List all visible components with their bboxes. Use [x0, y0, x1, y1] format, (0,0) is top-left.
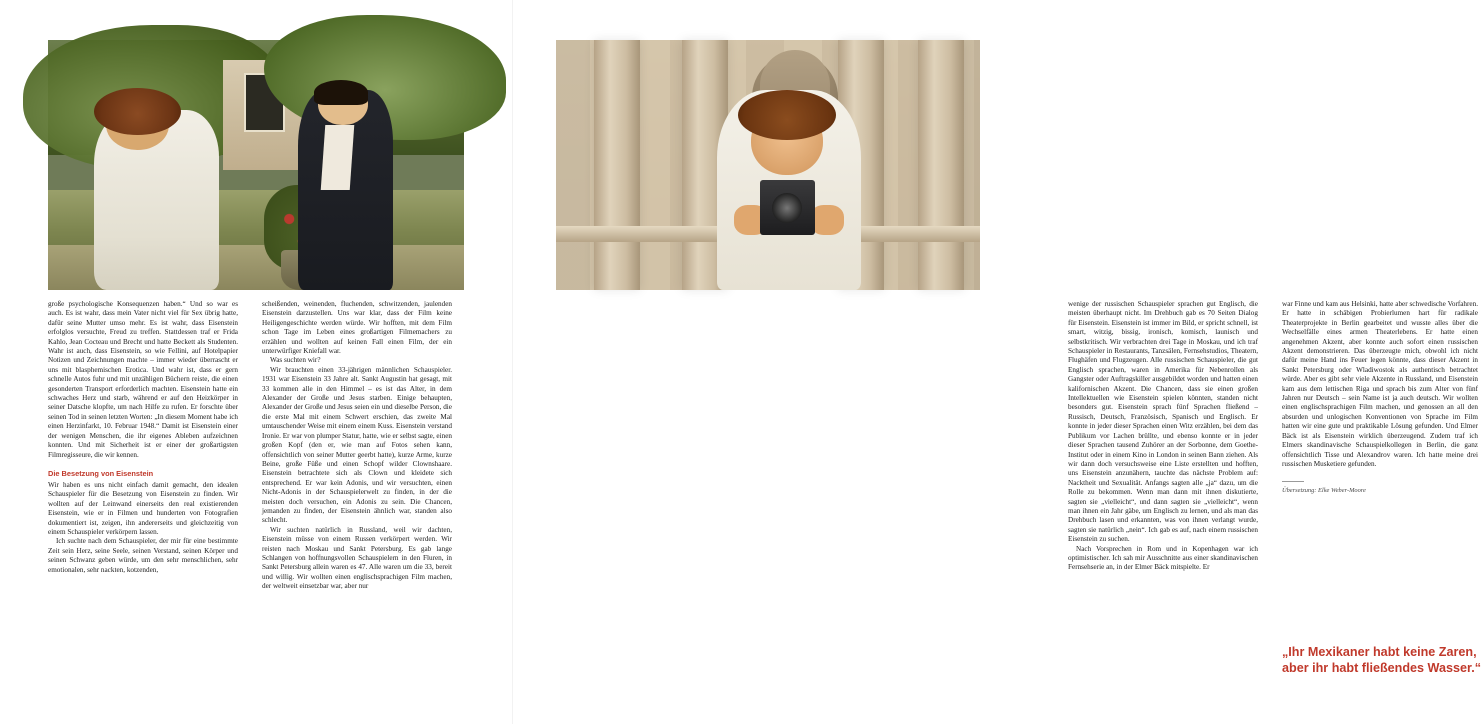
body-paragraph: Was suchten wir?: [270, 356, 321, 365]
left-photo: [48, 40, 464, 290]
credit-divider: [1282, 481, 1304, 482]
facade-column: [594, 40, 640, 290]
body-paragraph: Wir brauchten einen 33-jährigen männlichen Schauspieler. 1931 war Eisenstein 33 Jahre alt. Sankt Augustin hat gesagt, mit 33 kommen alle in den Himmel – es ist das Alter, in dem Alexander der Große und Jesus starben. Einige behaupten, Alexander der Große und Jesus seien ein und dieselbe Person, die die erste Mal mit einem Schwert erschien, das zweite Mal umtauschender Weise mit einem einem Kuss. Eisenstein verstand Ironie. Er war von plumper Statur, hatte, wie er selbst sagte, einen großen Kopf (den er, wie man auf Fotos sehen kann, offensichtlich von seiner Mutter geerbt hatte), kurze Arme, kurze Beine, große Füße und einen Schopf wilder Clownshaare. Eisenstein betrachtete sich als Clown und kleidete sich entsprechend. Er war kein Adonis, und wir versuchten, einen Nicht-Adonis in der Schauspielerwelt zu finden, in der die meisten doch versuchen, ein Adonis zu sein. Die Chancen, jemanden zu finden, der Eisenstein ähnlich war, standen also schlecht.: [262, 365, 452, 525]
left-page: [0, 0, 512, 724]
body-paragraph: scheißenden, weinenden, fluchenden, schwitzenden, jaulenden Eisenstein darzustellen. Uns war klar, dass der Film keine Heiligengeschichte werden würde. Wir hofften, mit dem Film schon Tage im Leben eines großartigen Filmemachers zu erzählen und wollten auf keinen Fall einen Film, der ein unterwürfiger Kniefall war.: [262, 300, 452, 356]
body-paragraph: Wir suchten natürlich in Russland, weil wir dachten, Eisenstein müsse von einem Russen verkörpert werden. Wir reisten nach Moskau und Sankt Petersburg. Es gab lange Schlangen von hoffnungsvollen Schauspielern in den Fluren, in Sankt Petersburg allein waren es 47. Alle waren um die 33, bereit und willig. Wir wollten einen englischsprachigen Film machen, der weltweit einsetzbar war, aber nur: [262, 525, 452, 591]
man-in-dark-suit-shirt: [320, 125, 354, 190]
man-in-white-suit-hair: [94, 88, 181, 136]
camera-lens: [772, 193, 802, 223]
body-paragraph: war Finne und kam aus Helsinki, hatte aber schwedische Vorfahren. Er hatte in schäbigen Probierlumen hart für radikale Theaterprojekte in Berlin gearbeitet und wusste alles über die Wechselfälle eines armen Theaterlebens. Er hatte einen angenehmen Akzent, aber konnte auch sofort einen russischen Akzent demonstrieren. Das überzeugte mich, obwohl ich nicht dafür meine Hand ins Feuer legen könnte, dass dieser Akzent in Sankt Petersburg oder Wladiwostok als authentisch betrachtet würde. Aber es gibt sehr viele Akzente in Russland, und Eisenstein kam aus dem lettischen Riga und sprach bis zum Alter von fünf Jahren nur Deutsch – sein Name ist ja auch deutsch. Wir wollten einen englischsprachigen Film machen, und genossen an all den absurden und unlogischen Konventionen von Sprache im Film hatten wir eine gute und praktikable Lösung gefunden. Und Elmer Bäck ist als Eisenstein wirklich überzeugend. Zudem traf ich Elmers skandinavische Schauspielkollegen in Berlin, die ganz offensichtlich Tisse und Alexandrov waren. Ich hatte meine drei russischen Musketiere gefunden.: [1282, 300, 1478, 468]
left-page-column-2: [262, 300, 452, 592]
man-curly-hair: [738, 90, 836, 140]
body-paragraph: Wir haben es uns nicht einfach damit gemacht, den idealen Schauspieler für die Besetzung von Eisenstein zu finden. Wir wollten auf der Leinwand einerseits den real existierenden Eisenstein, wie er in Filmen und hunderten von Fotografien dokumentiert ist, zeigen, ihn andererseits und gleichzeitig von einem Schauspieler verkörpern lassen.: [48, 480, 238, 536]
body-paragraph: wenige der russischen Schauspieler sprachen gut Englisch, die meisten überhaupt nicht. Im Drehbuch gab es 70 Seiten Dialog für Eisenstein. Eisenstein ist immer im Bild, er spricht schnell, ist smart, witzig, bissig, ironisch, komisch, launisch und selbstkritisch. Wir verbrachten drei Tage in Moskau, und ich traf Schauspieler in Restaurants, Tanzsälen, Fernsehstudios, Theatern, Flughäfen und Flugzeugen. Alle russischen Schauspieler, die gut Englisch sprachen, waren in Amerika für Nebenrollen als Gangster oder Auftragskiller ausgebildet worden und hatten einen kalifornischen Akzent. Die Chancen, dass sie einen großen Intellektuellen wie Eisenstein spielen könnten, standen nicht besonders gut. Eisenstein sprach fünf Sprachen fließend – Russisch, Deutsch, Französisch, Spanisch und Englisch. Er konnte in jeder dieser Sprachen einen Witz erzählen, bei dem das Publikum vor Lachen brüllte, und ebenso konnte er in jeder dieser Sprachen tausend Zuhörer an der Sorbonne, dem Goethe-Institut oder in einem Kino in London in seinen Bann ziehen. Als wir dann doch versuchsweise eine Liste erstellten und hofften, uns Eisenstein anzunähern, tauchte das nächste Problem auf: Nacktheit und Sexualität. Anfangs sagten alle „ja“ dazu, um die Rolle zu bekommen. Wenn man dann mit ihnen diskutierte, sagten sie „vielleicht“, und dann sagten sie „vielleicht“, wenn man ihnen ein Jahr gäbe, um Englisch zu lernen, und als man das Drehbuch lasen und erkannten, was von ihnen verlangt wurde, sagten sie natürlich „nein“. Ich gab es auf, nach einem russischen Eisenstein zu suchen.: [1068, 300, 1258, 544]
right-hand: [810, 205, 844, 235]
pull-quote: „Ihr Mexikaner habt keine Zaren, aber ihr habt fließendes Wasser.“: [1282, 645, 1481, 675]
left-page-column-1: [48, 300, 238, 575]
body-paragraph: große psychologische Konsequenzen haben.“ Und so war es auch. Es ist wahr, dass mein Vater nicht viel für Sex übrig hatte, dafür seine Mutter umso mehr. Es ist wahr, dass Eisenstein erfolglos versuchte, Freud zu treffen. Stattdessen traf er Frida Kahlo, Jean Cocteau und Brecht und hatte Beckett als Studenten. Wahr ist auch, dass Eisenstein, so wie Fellini, auf Hotelpapier Notizen und Zeichnungen machte – immer wieder überrascht er uns mit blasphemischen Erotica. Und wahr ist, dass er gern schnelle Autos fuhr und mit unzähligen Büchern reiste, die einen gesonderten Transport erforderlich machten. Eisenstein hatte ein schwaches Herz und starb, während er auf den Heizkörper in seiner Datsche klopfte, um nach Hilfe zu rufen. Er forschte über seinen Tod in seinen letzten Worten: „In diesem Moment habe ich einen Herzinfarkt, 10. Februar 1948.“ Damit ist Eisenstein einer der wenigen Menschen, die ihr eigenes Ableben aufzeichnen konnten. Und mit Sicherheit ist er einer der großartigsten Filmregisseure, die wir kennen.: [48, 300, 238, 459]
section-subheading: Die Besetzung von Eisenstein: [48, 468, 154, 478]
translation-credit: Übersetzung: Elke Weber-Moore: [1282, 487, 1366, 495]
facade-column: [918, 40, 964, 290]
right-page-column-1: [1068, 300, 1258, 573]
man-in-dark-suit-hair: [314, 80, 368, 105]
right-page: [512, 0, 1481, 724]
right-photo: [556, 40, 980, 290]
right-page-column-2: [1282, 300, 1478, 495]
body-paragraph: Nach Vorsprechen in Rom und in Kopenhagen war ich optimistischer. Ich sah mir Ausschnitte aus einer skandinavischen Fernsehserie an, in der Elmer Bäck mitspielte. Er: [1068, 544, 1258, 572]
body-paragraph: Ich suchte nach dem Schauspieler, der mir für eine bestimmte Zeit sein Herz, seine Seele, seinen Verstand, seinen Körper und seinen Schwanz geben würde, um den sehr menschlichen, sehr emotionalen, sehr nackten, kotzenden,: [48, 537, 238, 574]
